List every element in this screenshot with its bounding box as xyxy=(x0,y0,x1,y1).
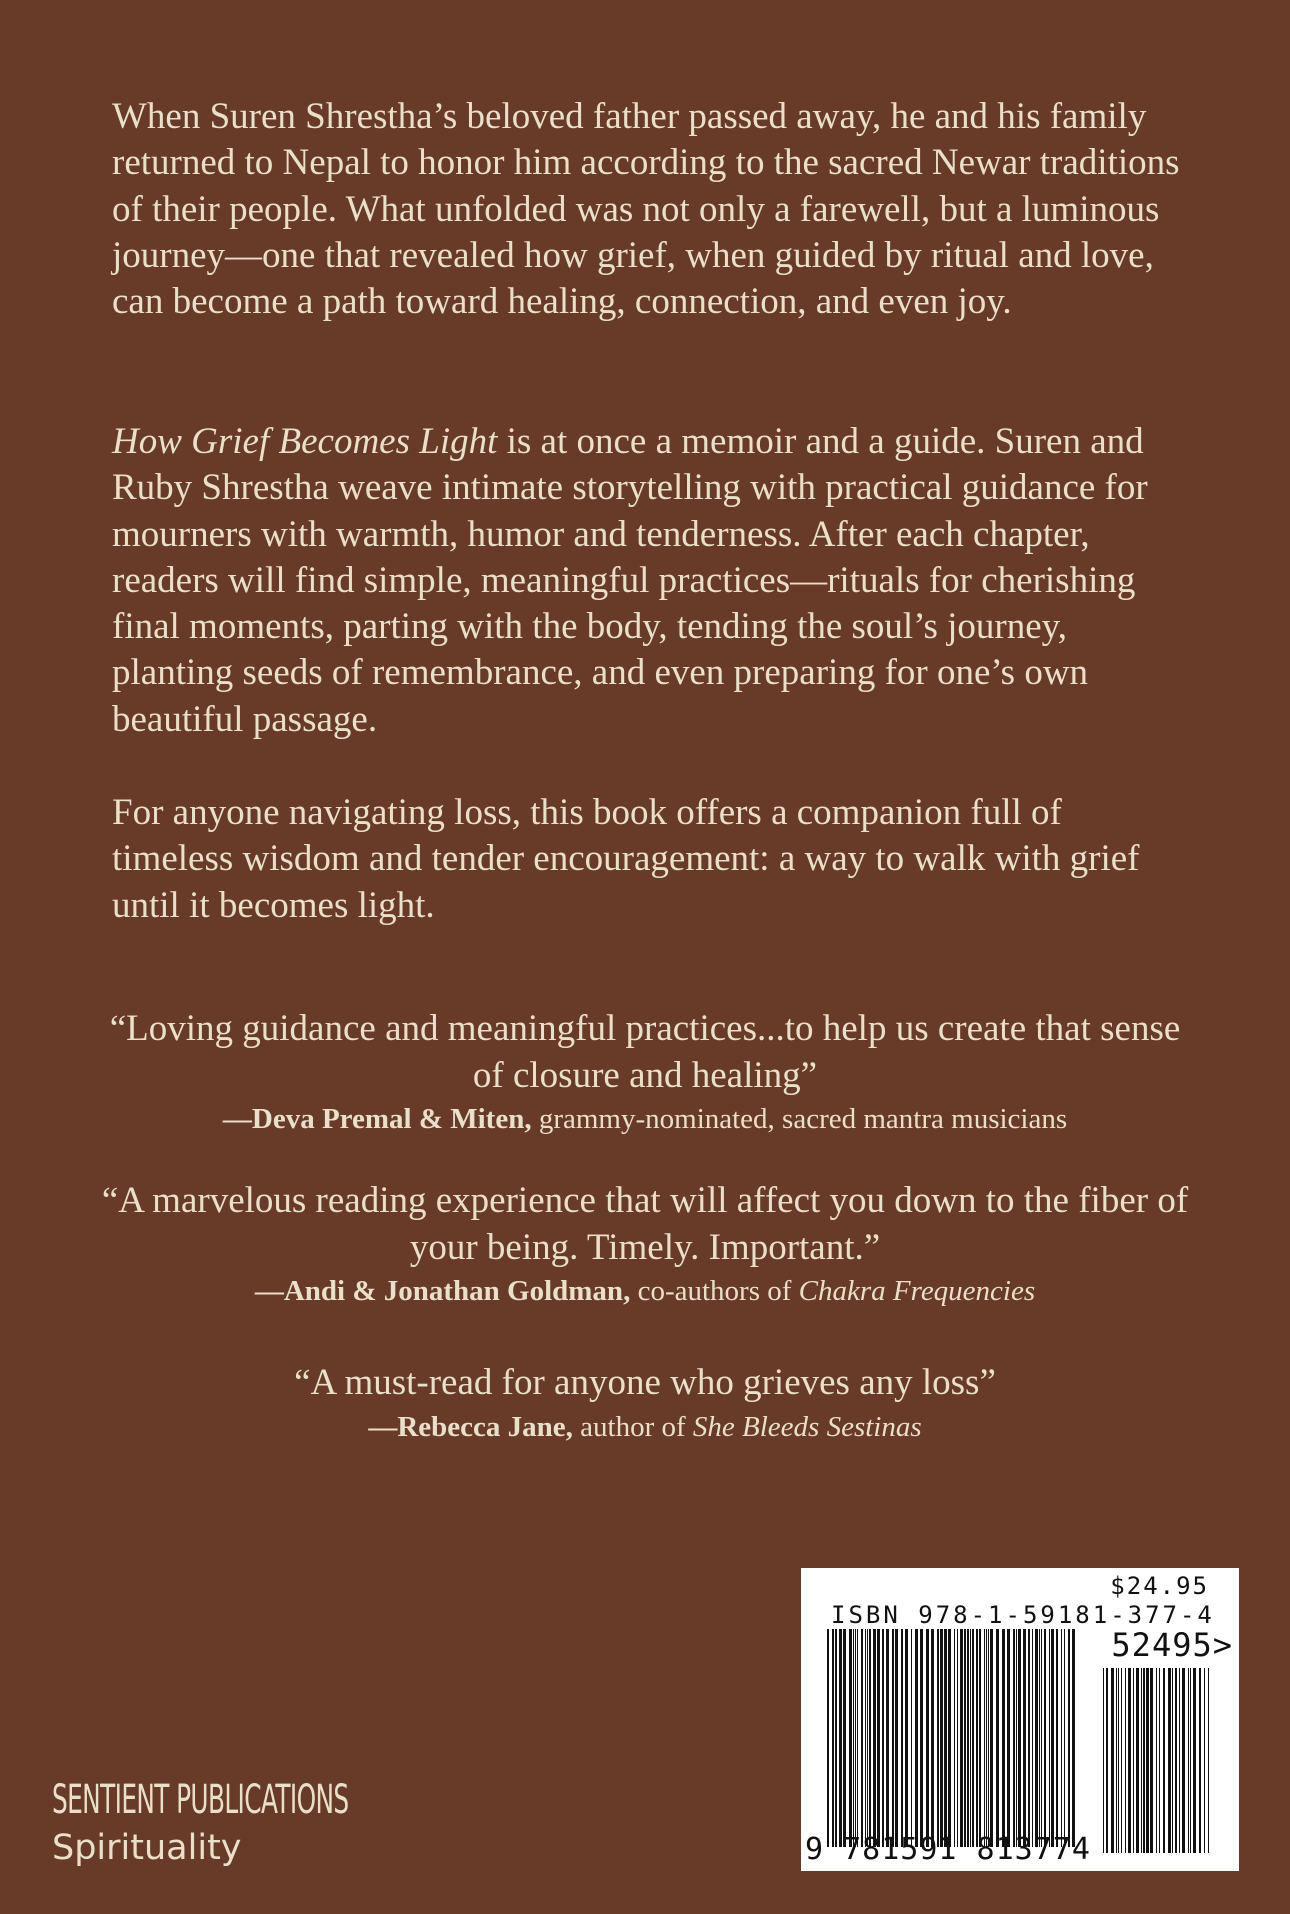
barcode-bar xyxy=(1118,1668,1119,1853)
barcode-bar xyxy=(869,1629,871,1847)
barcode-digits: 9 781591 813774 xyxy=(805,1832,1091,1867)
barcode-bar xyxy=(855,1629,856,1847)
barcode-bar xyxy=(1032,1629,1033,1847)
barcode-bar xyxy=(1143,1668,1145,1853)
barcode-bar xyxy=(1035,1629,1038,1847)
barcode-bar xyxy=(1103,1668,1104,1853)
barcode-bar xyxy=(967,1629,969,1847)
endorser-role: author of xyxy=(572,1410,693,1443)
barcode-bar xyxy=(1150,1668,1153,1853)
barcode-bar xyxy=(937,1629,939,1847)
barcode-bar xyxy=(1199,1668,1201,1853)
barcode-bar xyxy=(920,1629,923,1847)
barcode-bar xyxy=(1116,1668,1117,1853)
endorser-name: —Deva Premal & Miten, xyxy=(222,1103,532,1135)
endorsement-attribution xyxy=(100,1099,1190,1139)
endorser-role: grammy-nominated, sacred mantra musicians xyxy=(531,1103,1068,1135)
blurb-paragraph-2 xyxy=(112,419,1182,743)
barcode-bar xyxy=(996,1629,999,1847)
barcode-bar xyxy=(827,1629,829,1847)
barcode-bar xyxy=(873,1629,876,1847)
barcode-bar xyxy=(832,1629,834,1847)
barcode-bar xyxy=(1106,1668,1108,1853)
endorsement-quote: “A must-read for anyone who grieves any loss” xyxy=(294,1362,996,1403)
barcode-bar xyxy=(986,1629,987,1847)
barcode-bar xyxy=(877,1629,880,1847)
barcode-bar xyxy=(1133,1668,1134,1853)
blurb-paragraph-3: For anyone navigating loss, this book offers a companion full of timeless wisdom and tender encouragement: a way to walk with grief until it becomes light. xyxy=(112,792,1140,926)
barcode-bar xyxy=(1175,1668,1177,1853)
endorser-work: She Bleeds Sestinas xyxy=(692,1410,922,1443)
barcode-bar xyxy=(970,1629,971,1847)
barcode-bar xyxy=(835,1629,837,1847)
blurb-paragraph-1: When Suren Shrestha’s beloved father passed away, he and his family returned to Nepal to honor him according to the sacred Newar traditions of their people. What unfolded was not only a farewell, but a luminous journey—one that revealed how grief, when guided by ritual and love, can become a path toward healing, connection, and even joy. xyxy=(112,96,1180,323)
barcode-bar xyxy=(1121,1668,1122,1853)
barcode-bar xyxy=(976,1629,978,1847)
barcode-bar xyxy=(1049,1629,1050,1847)
endorsement-2 xyxy=(100,1178,1190,1311)
ean13-barcode xyxy=(827,1629,1077,1847)
barcode-bar xyxy=(1159,1668,1160,1853)
barcode-bar xyxy=(1013,1629,1015,1847)
barcode-bar xyxy=(865,1629,866,1847)
barcode-bar xyxy=(882,1629,884,1847)
barcode-bar xyxy=(944,1629,947,1847)
barcode-bar xyxy=(1028,1629,1030,1847)
addon-barcode xyxy=(1103,1668,1211,1853)
barcode-bar xyxy=(988,1629,989,1847)
barcode-bar xyxy=(857,1629,858,1847)
barcode-bar xyxy=(1156,1668,1157,1853)
barcode-bar xyxy=(1068,1629,1070,1847)
barcode-bar xyxy=(901,1629,903,1847)
barcode-bar xyxy=(1002,1629,1005,1847)
barcode-bar xyxy=(1044,1629,1046,1847)
barcode-bar xyxy=(1208,1668,1209,1853)
barcode-bar xyxy=(1016,1629,1017,1847)
barcode-bar xyxy=(1064,1629,1065,1847)
barcode-bar xyxy=(1163,1668,1165,1853)
barcode-bar xyxy=(1188,1668,1189,1853)
barcode-bar xyxy=(954,1629,955,1847)
barcode-bar xyxy=(839,1629,842,1847)
barcode-bar xyxy=(1168,1668,1171,1853)
barcode-bar xyxy=(1056,1629,1058,1847)
barcode-bar xyxy=(972,1629,974,1847)
barcode-bar xyxy=(1136,1668,1139,1853)
barcode-bar xyxy=(1051,1629,1054,1847)
barcode-bar xyxy=(915,1629,918,1847)
barcode-bar xyxy=(984,1629,985,1847)
endorsement-attribution xyxy=(100,1271,1190,1311)
barcode-bar xyxy=(979,1629,981,1847)
barcode-bar xyxy=(1128,1668,1131,1853)
barcode-bar xyxy=(853,1629,854,1847)
barcode-bar xyxy=(1193,1668,1196,1853)
barcode-bar xyxy=(1146,1668,1149,1853)
barcode-bar xyxy=(1061,1629,1062,1847)
endorsement-3 xyxy=(100,1360,1190,1447)
barcode-bar xyxy=(849,1629,852,1847)
genre-label: Spirituality xyxy=(52,1828,242,1868)
barcode-bar xyxy=(960,1629,963,1847)
endorsement-attribution xyxy=(100,1407,1190,1447)
barcode-bar xyxy=(1190,1668,1191,1853)
barcode-bar xyxy=(886,1629,889,1847)
blurb-paragraph-2-text: is at once a memoir and a guide. Suren and Ruby Shrestha weave intimate storytelling with practical guidance for mourners with warmth, humor and tenderness. After each chapter, readers will find simple, meaningful practices—rituals for cherishing final moments, parting with the body, tending the soul’s journey, planting seeds of remembrance, and even preparing for one’s own beautiful passage. xyxy=(112,421,1148,740)
book-title-italic: How Grief Becomes Light xyxy=(112,421,498,462)
barcode-bar xyxy=(964,1629,966,1847)
barcode-bar xyxy=(1141,1668,1142,1853)
barcode-bar xyxy=(1125,1668,1126,1853)
price-addon-digits: 52495> xyxy=(1111,1626,1233,1664)
endorsement-quote: “A marvelous reading experience that will affect you down to the fiber of your being. Timely. Important.” xyxy=(101,1180,1189,1268)
barcode-bar xyxy=(843,1629,846,1847)
endorser-role: co-authors of xyxy=(630,1275,799,1307)
barcode-bar xyxy=(905,1629,908,1847)
barcode-bar xyxy=(1179,1668,1180,1853)
barcode-bar xyxy=(940,1629,943,1847)
barcode-bar xyxy=(867,1629,868,1847)
price-label: $24.95 xyxy=(1110,1572,1209,1600)
endorser-work: Chakra Frequencies xyxy=(798,1275,1036,1307)
barcode-bar xyxy=(1172,1668,1173,1853)
barcode-bar xyxy=(1204,1668,1205,1853)
barcode-bar xyxy=(911,1629,912,1847)
barcode-bar xyxy=(892,1629,894,1847)
barcode-bar xyxy=(861,1629,863,1847)
barcode-bar xyxy=(957,1629,958,1847)
endorser-name: —Rebecca Jane, xyxy=(368,1410,573,1443)
barcode-bar xyxy=(990,1629,993,1847)
endorser-name: —Andi & Jonathan Goldman, xyxy=(254,1275,631,1307)
publisher-block xyxy=(52,1776,530,1870)
barcode-bar xyxy=(1041,1629,1042,1847)
endorsement-quote: “Loving guidance and meaningful practices...to help us create that sense of closure and healing” xyxy=(109,1008,1181,1096)
barcode-bar xyxy=(948,1629,951,1847)
barcode-box xyxy=(801,1568,1239,1871)
endorsement-1 xyxy=(100,1006,1190,1139)
barcode-bar xyxy=(1018,1629,1021,1847)
barcode-bar xyxy=(1111,1668,1114,1853)
isbn-label: ISBN 978-1-59181-377-4 xyxy=(831,1601,1215,1629)
barcode-bar xyxy=(1182,1668,1185,1853)
barcode-bar xyxy=(931,1629,934,1847)
barcode-bar xyxy=(1072,1629,1075,1847)
publisher-logo: SENTIENT PUBLICATIONS xyxy=(52,1777,349,1823)
barcode-bar xyxy=(926,1629,929,1847)
barcode-bar xyxy=(1039,1629,1040,1847)
barcode-bar xyxy=(1023,1629,1026,1847)
barcode-bar xyxy=(1007,1629,1010,1847)
barcode-bar xyxy=(895,1629,898,1847)
